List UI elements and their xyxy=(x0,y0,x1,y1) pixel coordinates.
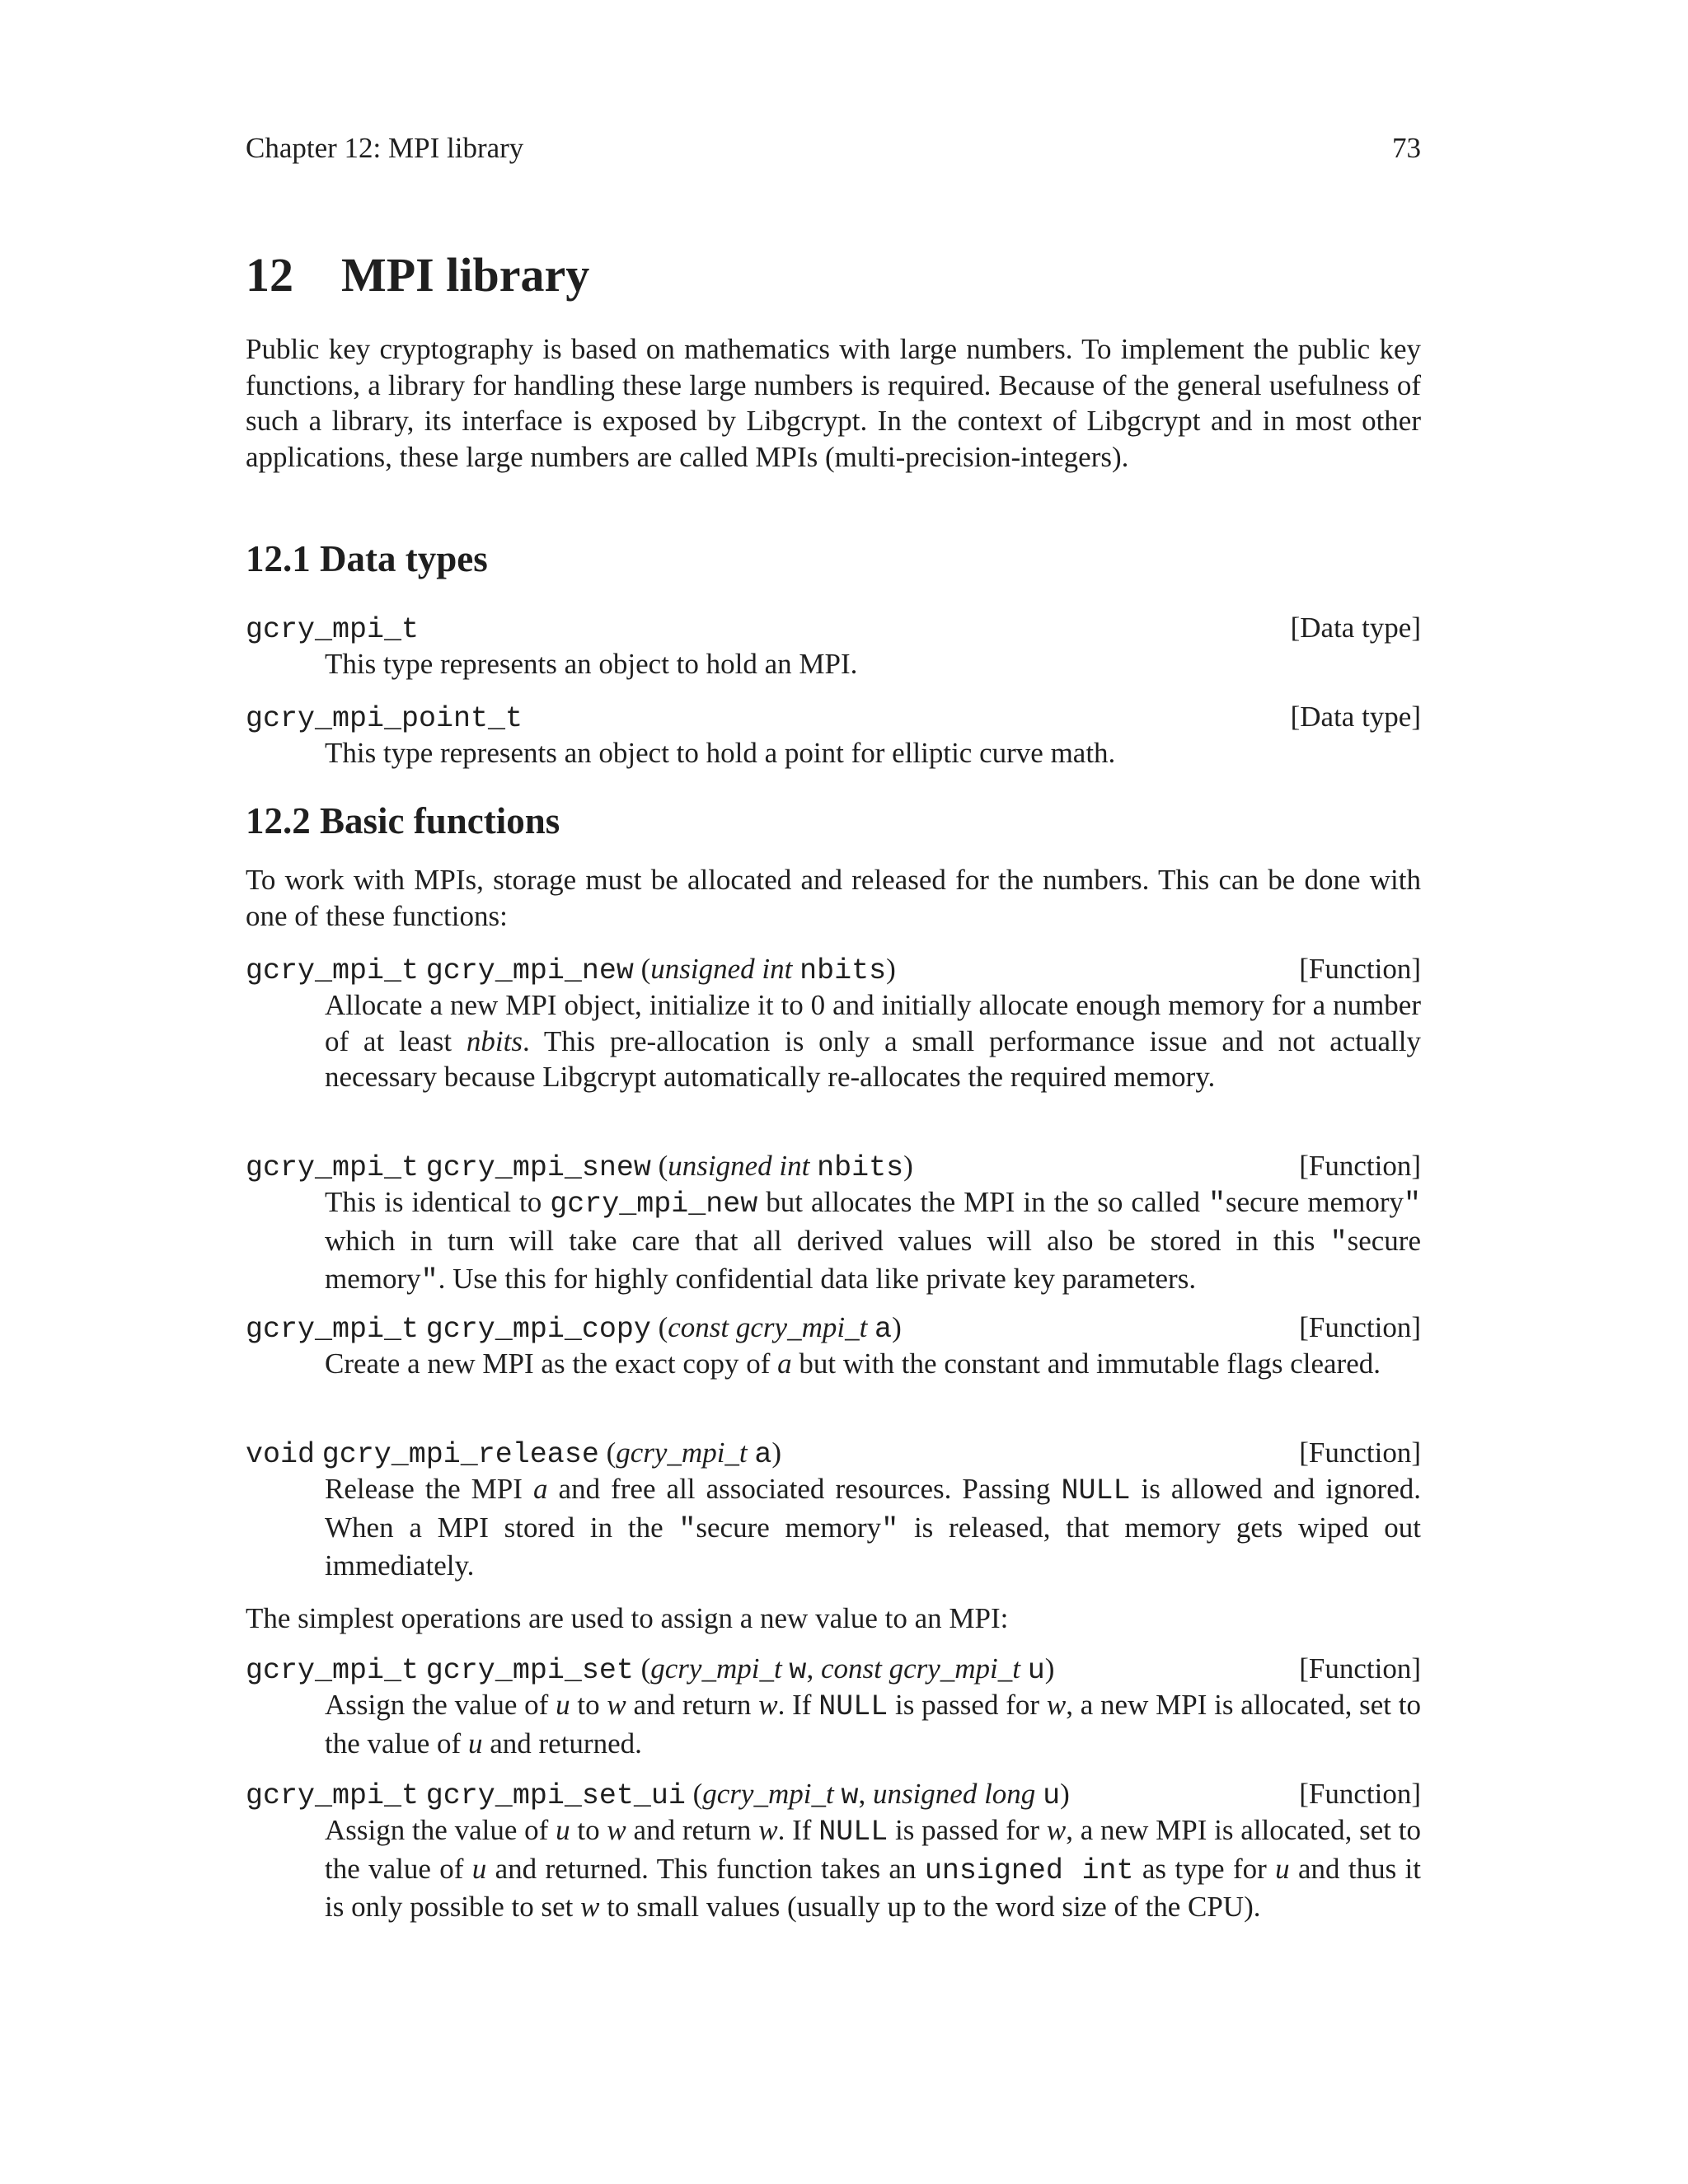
function-entry xyxy=(246,1776,1421,1925)
code-literal: " xyxy=(420,1264,438,1297)
parameter-type: gcry_mpi_t xyxy=(616,1436,748,1469)
function-signature: gcry_mpi_t gcry_mpi_set (gcry_mpi_t w, const gcry_mpi_t u) [Function] xyxy=(246,1652,1421,1687)
function-signature: gcry_mpi_t gcry_mpi_set_ui (gcry_mpi_t w, unsigned long u) [Function] xyxy=(246,1778,1421,1812)
definition-category: [Data type] xyxy=(1290,701,1421,733)
variable-reference: u xyxy=(467,1727,483,1760)
parameter-type: const gcry_mpi_t xyxy=(820,1652,1020,1685)
parameter-name: a xyxy=(874,1313,893,1346)
function-return-type: gcry_mpi_t xyxy=(246,1779,420,1812)
intro-paragraph: Public key cryptography is based on mathematics with large numbers. To implement the public key functions, a library for handling these large numbers is required. Because of the general usefulness of such a library, its interface is exposed by Libgcrypt. In the context of Libgcrypt and in most other applications, these large numbers are called MPIs (multi-precision-integers). xyxy=(246,333,1421,473)
data-type-entry xyxy=(246,610,1421,682)
function-description: Release the MPI a and free all associated resources. Passing NULL is allowed and ignored. When a MPI stored in the "secure memory" is released, that memory gets wiped out immediately. xyxy=(325,1473,1421,1582)
function-name: gcry_mpi_copy xyxy=(425,1313,651,1346)
function-description: Assign the value of u to w and return w. If NULL is passed for w, a new MPI is allocated, set to the value of u and returned. xyxy=(325,1689,1422,1760)
function-name: gcry_mpi_set xyxy=(425,1654,634,1687)
function-return-type: void xyxy=(246,1438,316,1471)
chapter-number: 12 xyxy=(246,248,293,302)
definition-category: [Function] xyxy=(1299,1436,1421,1469)
chapter-title-text: MPI library xyxy=(341,248,590,302)
definition-category: [Function] xyxy=(1299,1778,1421,1810)
function-entry xyxy=(246,1148,1421,1300)
mid-paragraph: The simplest operations are used to assign a new value to an MPI: xyxy=(246,1602,1009,1634)
code-literal: " xyxy=(1403,1188,1421,1221)
variable-reference: u xyxy=(1275,1852,1290,1885)
parameter-name: nbits xyxy=(799,954,887,987)
data-type-description: This type represents an object to hold an MPI. xyxy=(325,648,858,680)
running-head xyxy=(246,132,1421,165)
function-description: Create a new MPI as the exact copy of a but with the constant and immutable flags cleared. xyxy=(325,1347,1381,1380)
code-literal: NULL xyxy=(818,1690,889,1723)
parameter-type: unsigned int xyxy=(668,1150,810,1182)
variable-reference: w xyxy=(758,1814,778,1846)
definition-category: [Function] xyxy=(1299,1311,1421,1343)
code-literal: unsigned int xyxy=(924,1854,1134,1887)
code-literal: " xyxy=(881,1512,899,1546)
function-return-type: gcry_mpi_t xyxy=(246,1654,420,1687)
function-description: Assign the value of u to w and return w. If NULL is passed for w, a new MPI is allocated, set to the value of u and returned. This function takes an unsigned int as type for u and thus it is only possible to set w to small values (usually up to the word size of the CPU). xyxy=(325,1814,1422,1923)
parameter-name: a xyxy=(754,1438,772,1471)
variable-reference: u xyxy=(471,1852,487,1885)
function-signature: gcry_mpi_t gcry_mpi_copy (const gcry_mpi_t a) [Function] xyxy=(246,1311,1421,1346)
function-entry xyxy=(246,951,1421,1095)
definition-category: [Function] xyxy=(1299,1150,1421,1182)
variable-reference: w xyxy=(1046,1814,1067,1846)
parameter-type: unsigned int xyxy=(650,953,793,985)
variable-reference: a xyxy=(532,1473,548,1505)
function-signature: void gcry_mpi_release (gcry_mpi_t a) [Function] xyxy=(246,1436,1421,1471)
variable-reference: u xyxy=(556,1814,570,1846)
section-intro-paragraph: To work with MPIs, storage must be allocated and released for the numbers. This can be done with one of these functions: xyxy=(246,864,1421,932)
parameter-name: u xyxy=(1027,1654,1045,1687)
function-name: gcry_mpi_set_ui xyxy=(425,1779,686,1812)
variable-reference: u xyxy=(556,1689,570,1721)
variable-reference: w xyxy=(607,1689,626,1721)
section-title-basic-functions: 12.2 Basic functions xyxy=(246,800,560,841)
function-return-type: gcry_mpi_t xyxy=(246,1151,420,1184)
function-return-type: gcry_mpi_t xyxy=(246,954,420,987)
function-entry xyxy=(246,1310,1421,1382)
parameter-name: w xyxy=(789,1654,807,1687)
function-entry xyxy=(246,1651,1421,1761)
code-literal: gcry_mpi_new xyxy=(550,1188,758,1221)
page-number: 73 xyxy=(1392,132,1421,164)
data-type-description: This type represents an object to hold a point for elliptic curve math. xyxy=(325,737,1116,769)
variable-reference: nbits xyxy=(466,1024,523,1057)
function-entry xyxy=(246,1435,1421,1584)
code-literal: " xyxy=(678,1512,696,1546)
parameter-name: w xyxy=(841,1779,859,1812)
function-name: gcry_mpi_new xyxy=(425,954,634,987)
function-name: gcry_mpi_snew xyxy=(425,1151,651,1184)
function-name: gcry_mpi_release xyxy=(321,1438,599,1471)
variable-reference: w xyxy=(580,1891,600,1923)
chapter-title xyxy=(246,247,589,302)
function-description: This is identical to gcry_mpi_new but allocates the MPI in the so called "secure memory" which in turn will take care that all derived values will also be stored in this "secure memory". Use this for highly confidential data like private key parameters. xyxy=(325,1186,1421,1297)
definition-category: [Data type] xyxy=(1290,612,1421,644)
variable-reference: w xyxy=(607,1814,626,1846)
definition-category: [Function] xyxy=(1299,953,1421,985)
code-literal: " xyxy=(1329,1226,1348,1259)
data-type-name: gcry_mpi_t xyxy=(246,613,420,646)
parameter-type: unsigned long xyxy=(872,1778,1036,1810)
data-type-entry xyxy=(246,699,1421,771)
code-literal: " xyxy=(1207,1188,1226,1221)
parameter-name: nbits xyxy=(817,1151,904,1184)
parameter-name: u xyxy=(1043,1779,1061,1812)
section-title-data-types: 12.1 Data types xyxy=(246,538,488,579)
function-signature: gcry_mpi_t gcry_mpi_snew (unsigned int nbits) [Function] xyxy=(246,1150,1421,1184)
parameter-type: const gcry_mpi_t xyxy=(668,1311,868,1343)
code-literal: NULL xyxy=(818,1816,889,1849)
variable-reference: w xyxy=(758,1689,778,1721)
parameter-type: gcry_mpi_t xyxy=(650,1652,782,1685)
code-literal: NULL xyxy=(1061,1474,1131,1507)
parameter-type: gcry_mpi_t xyxy=(702,1778,834,1810)
variable-reference: w xyxy=(1046,1689,1067,1721)
function-signature: gcry_mpi_t gcry_mpi_new (unsigned int nbits) [Function] xyxy=(246,953,1421,987)
variable-reference: a xyxy=(777,1347,792,1380)
function-return-type: gcry_mpi_t xyxy=(246,1313,420,1346)
function-description: Allocate a new MPI object, initialize it to 0 and initially allocate enough memory for a number of at least nbits. This pre-allocation is only a small performance issue and not actually necessary because Libgcrypt automatically re-allocates the required memory. xyxy=(325,989,1421,1093)
data-type-name: gcry_mpi_point_t xyxy=(246,702,523,735)
definition-category: [Function] xyxy=(1299,1652,1421,1685)
running-head-chapter: Chapter 12: MPI library xyxy=(246,132,524,164)
